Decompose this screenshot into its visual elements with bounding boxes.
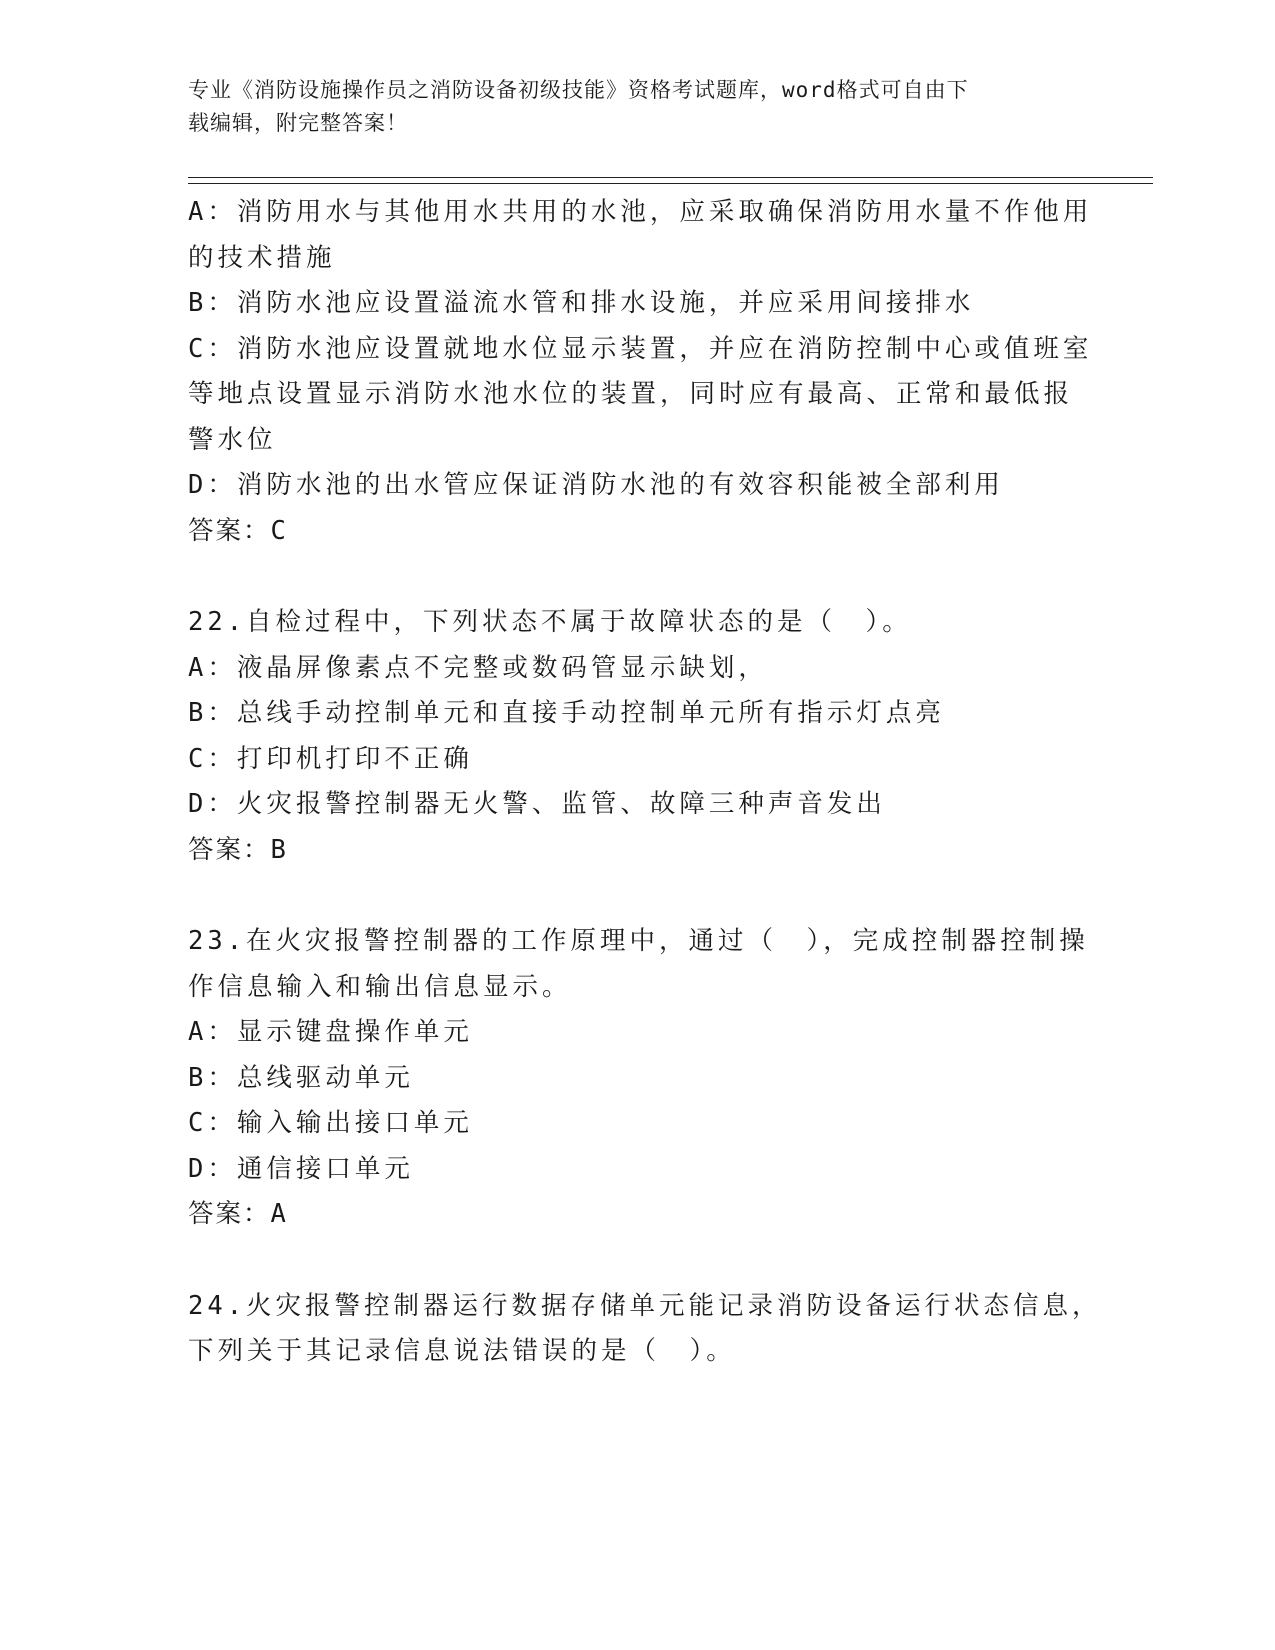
header-line-2: 载编辑，附完整答案！ — [188, 111, 408, 135]
option-c: C：打印机打印不正确 — [188, 743, 473, 774]
question-21 — [188, 190, 1093, 554]
answer: 答案：B — [188, 834, 288, 865]
header-line-1: 专业《消防设施操作员之消防设备初级技能》资格考试题库，word格式可自由下 — [188, 78, 969, 102]
spacer — [188, 1238, 1088, 1284]
option-b: B：总线驱动单元 — [188, 1062, 414, 1093]
option-c-line-1: C：消防水池应设置就地水位显示装置，并应在消防控制中心或值班室 — [188, 333, 1093, 364]
option-c-line-3: 警水位 — [188, 424, 277, 455]
document-header — [188, 74, 1088, 140]
question-stem-line-1: 23.在火灾报警控制器的工作原理中，通过（ ），完成控制器控制操 — [188, 926, 1089, 956]
answer: 答案：C — [188, 515, 288, 546]
option-a-line-2: 的技术措施 — [188, 242, 336, 273]
option-b: B：总线手动控制单元和直接手动控制单元所有指示灯点亮 — [188, 698, 945, 728]
question-content — [188, 190, 1102, 1375]
option-a: A：显示键盘操作单元 — [188, 1017, 473, 1047]
option-a-line-1: A：消防用水与其他用水共用的水池，应采取确保消防用水量不作他用 — [188, 197, 1093, 227]
option-a: A：液晶屏像素点不完整或数码管显示缺划， — [188, 652, 768, 683]
header-rule-top — [188, 177, 1153, 178]
question-stem-line-1: 24.火灾报警控制器运行数据存储单元能记录消防设备运行状态信息， — [188, 1290, 1102, 1321]
spacer — [188, 554, 1088, 600]
option-c-line-2: 等地点设置显示消防水池水位的装置，同时应有最高、正常和最低报 — [188, 379, 1074, 409]
option-d: D：通信接口单元 — [188, 1153, 414, 1184]
question-24 — [188, 1284, 1102, 1375]
header-rule-bottom — [188, 183, 1153, 184]
option-d: D：火灾报警控制器无火警、监管、故障三种声音发出 — [188, 789, 886, 819]
option-d: D：消防水池的出水管应保证消防水池的有效容积能被全部利用 — [188, 470, 1004, 500]
option-b: B：消防水池应设置溢流水管和排水设施，并应采用间接排水 — [188, 288, 975, 318]
question-stem: 22.自检过程中，下列状态不属于故障状态的是（ ）。 — [188, 607, 912, 637]
option-c: C：输入输出接口单元 — [188, 1108, 473, 1138]
spacer — [188, 873, 1088, 919]
question-stem-line-2: 下列关于其记录信息说法错误的是（ ）。 — [188, 1336, 736, 1366]
question-22 — [188, 600, 1088, 873]
question-23 — [188, 919, 1088, 1238]
question-stem-line-2: 作信息输入和输出信息显示。 — [188, 971, 572, 1002]
answer: 答案：A — [188, 1199, 288, 1229]
